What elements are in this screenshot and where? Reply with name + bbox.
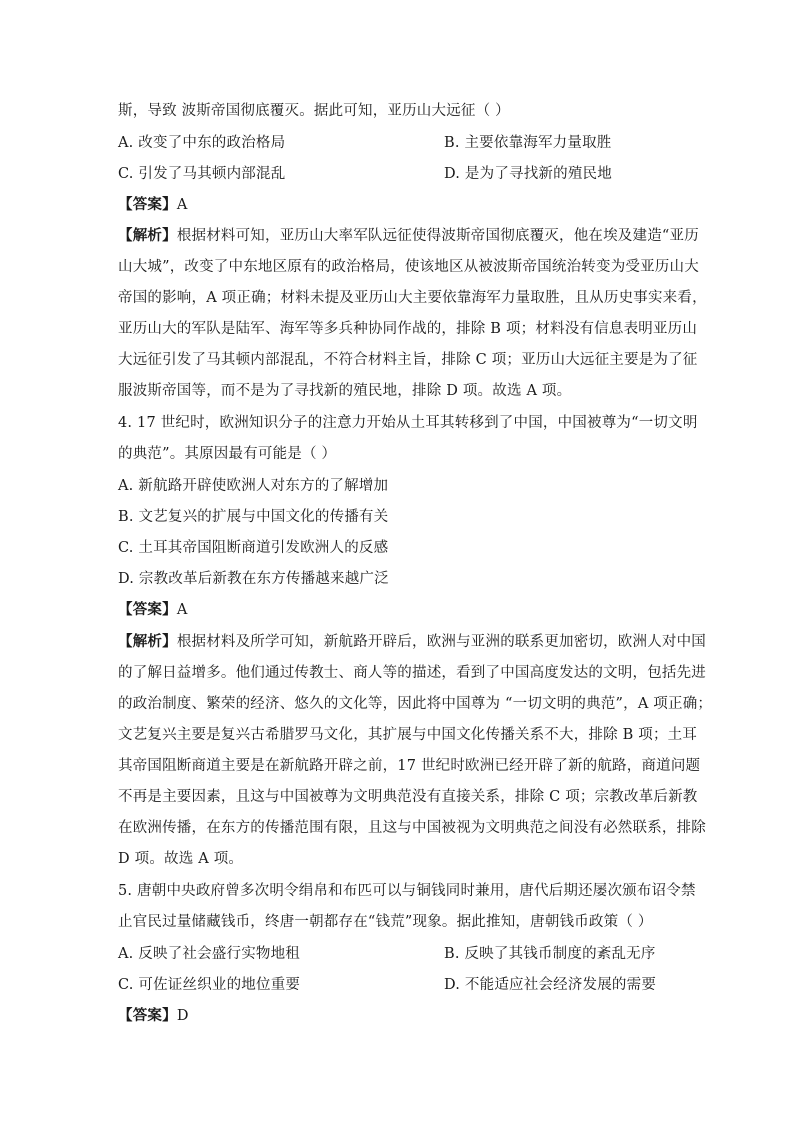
answer-label: 【答案】 [118, 601, 177, 618]
q4-option-a: A. 新航路开辟使欧洲人对东方的了解增加 [118, 478, 389, 494]
q5-option-a: A. 反映了社会盛行实物地租 [118, 946, 300, 962]
q4-explanation-line-1 [118, 632, 706, 652]
q5-option-d: D. 不能适应社会经济发展的需要 [444, 977, 657, 993]
q4-answer [118, 600, 187, 620]
answer-label: 【答案】 [118, 196, 177, 213]
q3-option-d: D. 是为了寻找新的殖民地 [444, 166, 612, 182]
question-4-stem-line-1: 4. 17 世纪时，欧洲知识分子的注意力开始从土耳其转移到了中国，中国被尊为“一切文明 [118, 415, 698, 431]
answer-value: A [176, 602, 188, 618]
q4-explanation-line-2: 的了解日益增多。他们通过传教士、商人等的描述，看到了中国高度发达的文明，包括先进 [118, 665, 706, 681]
q4-option-b: B. 文艺复兴的扩展与中国文化的传播有关 [118, 509, 389, 525]
q4-explanation-line-5: 其帝国阻断商道主要是在新航路开辟之前，17 世纪时欧洲已经开辟了新的航路，商道问题 [118, 758, 701, 774]
q5-option-b: B. 反映了其钱币制度的紊乱无序 [444, 946, 656, 962]
explanation-label: 【解析】 [118, 633, 177, 650]
q4-explanation-line-4: 文艺复兴主要是复兴古希腊罗马文化，其扩展与中国文化传播关系不大，排除 B 项；土耳 [118, 727, 698, 743]
q3-explanation-line-5: 大远征引发了马其顿内部混乱，不符合材料主旨，排除 C 项；亚历山大远征主要是为了征 [118, 352, 698, 368]
q3-option-c: C. 引发了马其顿内部混乱 [118, 166, 286, 182]
q4-explanation-line-7: 在欧洲传播，在东方的传播范围有限，且这与中国被视为文明典范之间没有必然联系，排除 [118, 820, 706, 836]
q3-explanation-line-1 [118, 226, 699, 246]
q5-option-c: C. 可佐证丝织业的地位重要 [118, 977, 301, 993]
q3-explanation-line-4: 亚历山大的军队是陆军、海军等多兵种协同作战的，排除 B 项；材料没有信息表明亚历山 [118, 321, 698, 337]
q5-answer [118, 1006, 189, 1026]
question-3-stem-tail: 斯，导致 波斯帝国彻底覆灭。据此可知，亚历山大远征（ ） [118, 103, 510, 119]
answer-label: 【答案】 [118, 1007, 177, 1024]
q4-explanation-line-3: 的政治制度、繁荣的经济、悠久的文化等，因此将中国尊为 “一切文明的典范”，A 项正确； [118, 696, 713, 712]
q4-explanation-line-6: 不再是主要因素，且这与中国被尊为文明典范没有直接关系，排除 C 项；宗教改革后新教 [118, 789, 698, 805]
answer-value: D [176, 1008, 189, 1024]
q3-answer [118, 195, 187, 215]
q4-option-c: C. 土耳其帝国阻断商道引发欧洲人的反感 [118, 540, 389, 556]
question-5-stem-line-2: 止官民过量储藏钱币，终唐一朝都存在“钱荒”现象。据此推知，唐朝钱币政策（ ） [118, 914, 653, 930]
answer-value: A [176, 197, 188, 213]
q3-explanation-line-2: 山大城”，改变了中东地区原有的政治格局，使该地区从被波斯帝国统治转变为受亚历山大 [118, 259, 699, 275]
q4-explanation-line-8: D 项。故选 A 项。 [118, 851, 244, 867]
explanation-label: 【解析】 [118, 227, 177, 244]
q3-explanation-line-6: 服波斯帝国等，而不是为了寻找新的殖民地，排除 D 项。故选 A 项。 [118, 383, 572, 399]
explanation-text: 根据材料可知，亚历山大率军队远征使得波斯帝国彻底覆灭，他在埃及建造“亚历 [176, 228, 699, 244]
question-5-stem-line-1: 5. 唐朝中央政府曾多次明令绢帛和布匹可以与铜钱同时兼用，唐代后期还屡次颁布诏令禁 [118, 883, 696, 899]
q3-option-b: B. 主要依靠海军力量取胜 [444, 135, 612, 151]
q3-option-a: A. 改变了中东的政治格局 [118, 135, 286, 151]
q4-option-d: D. 宗教改革后新教在东方传播越来越广泛 [118, 571, 389, 587]
explanation-text: 根据材料及所学可知，新航路开辟后，欧洲与亚洲的联系更加密切，欧洲人对中国 [176, 634, 707, 650]
question-4-stem-line-2: 的典范”。其原因最有可能是（ ） [118, 446, 337, 462]
q3-explanation-line-3: 帝国的影响，A 项正确；材料未提及亚历山大主要依靠海军力量取胜，且从历史事实来看， [118, 290, 707, 306]
